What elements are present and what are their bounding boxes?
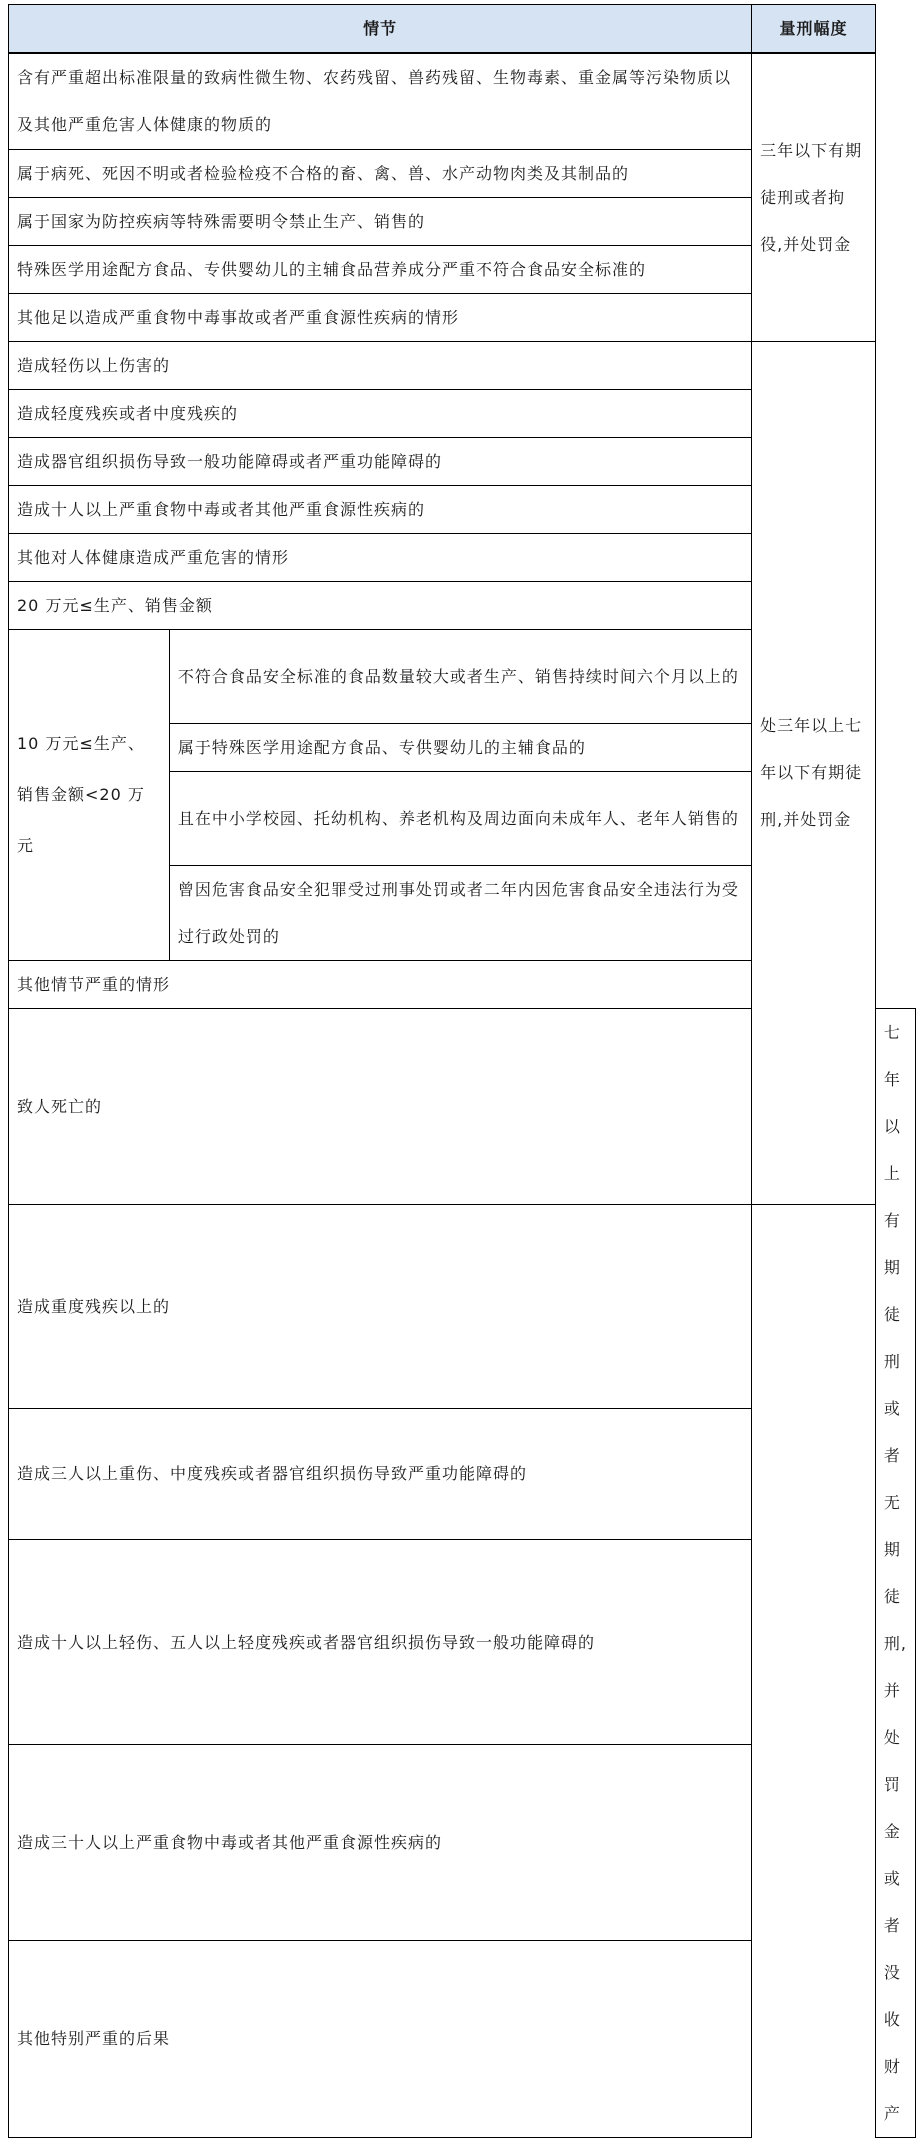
table-row (9, 341, 916, 389)
circumstance-cell: 致人死亡的 (9, 1008, 752, 1204)
sentence-cell: 三年以下有期徒刑或者拘役,并处罚金 (752, 53, 876, 341)
circumstance-cell: 造成十人以上轻伤、五人以上轻度残疾或者器官组织损伤导致一般功能障碍的 (9, 1540, 752, 1745)
circumstance-cell: 含有严重超出标准限量的致病性微生物、农药残留、兽药残留、生物毒素、重金属等污染物质以及其他严重危害人体健康的物质的 (9, 53, 752, 149)
circumstance-cell: 其他对人体健康造成严重危害的情形 (9, 533, 752, 581)
circumstance-cell: 不符合食品安全标准的食品数量较大或者生产、销售持续时间六个月以上的 (169, 629, 751, 723)
circumstance-cell: 造成三十人以上严重食物中毒或者其他严重食源性疾病的 (9, 1744, 752, 1940)
sentence-cell: 七年以上有期徒刑或者无期徒刑,并处罚金或者没收财产 (875, 1008, 915, 2137)
table-row (9, 1744, 916, 1940)
header-sentence: 量刑幅度 (752, 5, 876, 54)
table-row (9, 1204, 916, 1409)
table-row (9, 1409, 916, 1540)
circumstance-cell: 属于国家为防控疾病等特殊需要明令禁止生产、销售的 (9, 197, 752, 245)
sentencing-table (8, 4, 916, 2138)
table-row (9, 1540, 916, 1745)
circumstance-cell: 造成重度残疾以上的 (9, 1204, 752, 1409)
circumstance-cell: 造成器官组织损伤导致一般功能障碍或者严重功能障碍的 (9, 437, 752, 485)
amount-range-cell: 10 万元≤生产、销售金额<20 万元 (9, 629, 170, 960)
circumstance-cell: 造成十人以上严重食物中毒或者其他严重食源性疾病的 (9, 485, 752, 533)
table-row (9, 53, 916, 149)
circumstance-cell: 属于病死、死因不明或者检验检疫不合格的畜、禽、兽、水产动物肉类及其制品的 (9, 149, 752, 197)
header-circumstance: 情节 (9, 5, 752, 54)
circumstance-cell: 属于特殊医学用途配方食品、专供婴幼儿的主辅食品的 (169, 723, 751, 771)
table-row (9, 1941, 916, 2137)
circumstance-cell: 曾因危害食品安全犯罪受过刑事处罚或者二年内因危害食品安全违法行为受过行政处罚的 (169, 865, 751, 960)
circumstance-cell: 特殊医学用途配方食品、专供婴幼儿的主辅食品营养成分严重不符合食品安全标准的 (9, 245, 752, 293)
circumstance-cell: 其他特别严重的后果 (9, 1941, 752, 2137)
header-row (9, 5, 916, 54)
circumstance-cell: 20 万元≤生产、销售金额 (9, 581, 752, 629)
circumstance-cell: 造成三人以上重伤、中度残疾或者器官组织损伤导致严重功能障碍的 (9, 1409, 752, 1540)
circumstance-cell: 且在中小学校园、托幼机构、养老机构及周边面向未成年人、老年人销售的 (169, 771, 751, 865)
sentence-cell: 处三年以上七年以下有期徒刑,并处罚金 (752, 341, 876, 1204)
circumstance-cell: 造成轻度残疾或者中度残疾的 (9, 389, 752, 437)
circumstance-cell: 造成轻伤以上伤害的 (9, 341, 752, 389)
circumstance-cell: 其他足以造成严重食物中毒事故或者严重食源性疾病的情形 (9, 293, 752, 341)
circumstance-cell: 其他情节严重的情形 (9, 960, 752, 1008)
